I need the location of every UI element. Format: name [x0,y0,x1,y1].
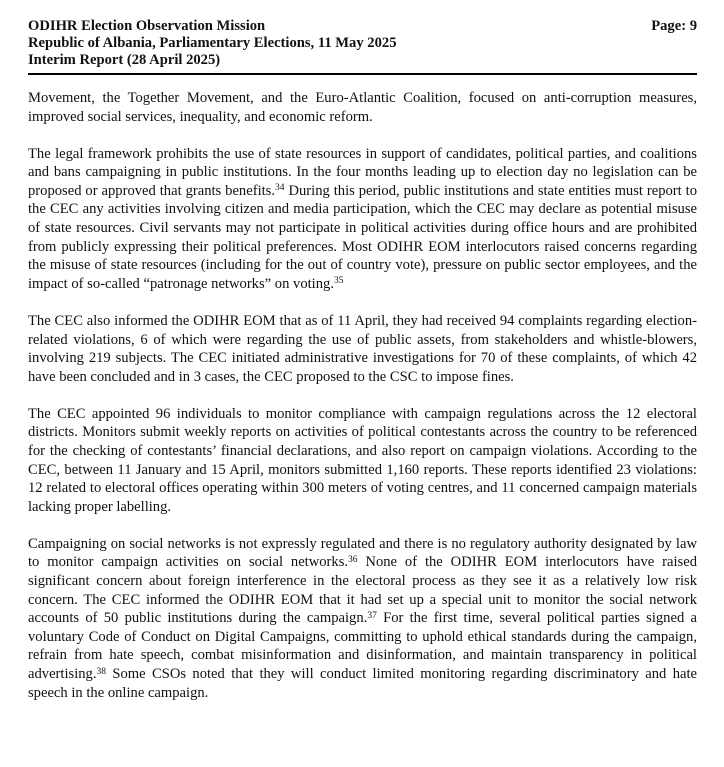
header-election-line: Republic of Albania, Parliamentary Elections, 11 May 2025 [28,35,397,51]
document-body [28,89,697,702]
paragraph-5: Campaigning on social networks is not expressly regulated and there is no regulatory authority designated by law to monitor campaign activities on social networks.$^{36}$ None of the ODIHR EOM interlocutors have raised significant concern about foreign interference in the electoral process as they see it as a relatively low risk concern. The CEC informed the ODIHR EOM that it had set up a special unit to monitor the social network accounts of 50 public institutions during the campaign.$^{37}$ For the first time, several political parties signed a voluntary Code of Conduct on Digital Campaigns, committing to uphold ethical standards during the campaign, refrain from hate speech, combat misinformation and disinformation, and maintain transparency in political advertising.$^{38}$ Some CSOs noted that they will conduct limited monitoring regarding discriminatory and hate speech in the online campaign. [28,535,697,701]
paragraph-4: The CEC appointed 96 individuals to monitor compliance with campaign regulations across the 12 electoral districts. Monitors submit weekly reports on activities of political contestants across the country to be referenced for the checking of contestants’ financial declarations, and also report on campaign violations. According to the CEC, between 11 January and 15 April, monitors submitted 1,160 reports. These reports identified 23 violations: 12 related to electoral offices operating within 300 meters of voting centres, and 11 concerned campaign materials lacking proper labelling. [28,405,697,515]
footnote-ref-36: 36 [348,554,358,565]
paragraph-3: The CEC also informed the ODIHR EOM that as of 11 April, they had received 94 complaints regarding election-related violations, 6 of which were regarding the use of public assets, from stakeholders and whistle-blowers, involving 219 subjects. The CEC initiated administrative investigations for 70 of these complaints, of which 42 have been concluded and in 3 cases, the CEC proposed to the CSC to impose fines. [28,312,697,385]
footnote-ref-34: 34 [275,183,285,194]
footnote-ref-35: 35 [333,276,344,287]
header-report-line: Interim Report (28 April 2025) [28,52,221,68]
page-number: Page: 9 [651,18,697,34]
paragraph-1: Movement, the Together Movement, and the Euro-Atlantic Coalition, focused on anti-corruption measures, improved social services, inequality, and economic reform. [28,90,697,125]
footnote-ref-38: 38 [96,666,106,677]
document-header [28,18,697,75]
header-title-block [28,18,396,69]
footnote-ref-37: 37 [367,610,377,621]
header-mission-line: ODIHR Election Observation Mission [28,18,266,34]
paragraph-2: The legal framework prohibits the use of state resources in support of candidates, political parties, and coalitions and bans campaigning in public institutions. In the four months leading up to election day no legislation can be proposed or approved that grants benefits.$^{34}$ During this period, public institutions and state entities must report to the CEC any activities involving citizen and media participation, which the CEC may declare as potential misuse of state resources. Civil servants may not participate in political activities during office hours and are prohibited from publicly expressing their political preferences. Most ODIHR EOM interlocutors raised concerns regarding the misuse of state resources (including for the out of country vote), pressure on public sector employees, and the impact of so-called “patronage networks” on voting.$^{35}$ [28,145,698,292]
